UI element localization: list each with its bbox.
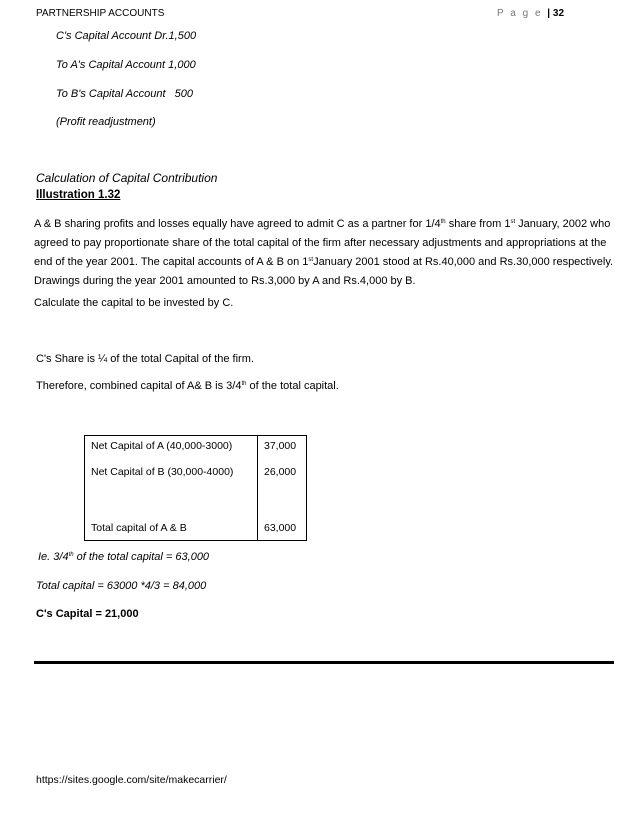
- statement-text: Ie. 3/4: [38, 551, 69, 563]
- superscript: st: [510, 219, 516, 225]
- journal-line: To B's Capital Account 500: [56, 88, 194, 100]
- row-value: 37,000: [264, 440, 297, 452]
- paragraph-text: share from 1: [445, 218, 511, 230]
- paragraph-text: January 2001 stood at Rs.40,000 and Rs.30,000 respectively. Drawings during the year 2001 amounted to Rs.3,000 by A and Rs.4,000 by B.: [34, 256, 614, 287]
- combined-capital-statement: [36, 380, 339, 392]
- page-number-block: [497, 8, 564, 19]
- paragraph-text: A & B sharing profits and losses equally have agreed to admit C as a partner for 1/4: [34, 218, 441, 230]
- table-row: [85, 436, 307, 541]
- statement-text: Therefore, combined capital of A& B is 3/4: [36, 380, 242, 392]
- table-label-cell: [85, 436, 258, 541]
- table-value-cell: [258, 436, 307, 541]
- row-value: 63,000: [264, 522, 297, 534]
- row-label: Net Capital of A (40,000-3000): [91, 440, 233, 452]
- journal-line: C's Capital Account Dr.1,500: [56, 30, 197, 42]
- spacer: [91, 492, 251, 522]
- share-statement: C's Share is ¼ of the total Capital of the firm.: [36, 353, 254, 365]
- journal-narration: (Profit readjustment): [56, 116, 156, 128]
- superscript: th: [68, 552, 74, 558]
- statement-text: of the total capital = 63,000: [73, 551, 210, 563]
- capital-table: [84, 435, 307, 541]
- row-label: Total capital of A & B: [91, 522, 187, 534]
- superscript: st: [308, 257, 314, 263]
- question-text: Calculate the capital to be invested by C.: [34, 297, 234, 309]
- page-number: 32: [552, 8, 565, 19]
- section-title: Calculation of Capital Contribution: [36, 171, 218, 185]
- superscript: th: [241, 381, 247, 387]
- journal-line: To A's Capital Account 1,000: [56, 59, 196, 71]
- page-label: P a g e: [497, 8, 543, 19]
- statement-text: of the total capital.: [246, 380, 339, 392]
- total-capital-statement: Total capital = 63000 *4/3 = 84,000: [36, 580, 207, 592]
- problem-paragraph: [34, 215, 620, 291]
- illustration-heading: Illustration 1.32: [36, 189, 121, 201]
- ie-statement: [38, 551, 209, 563]
- page-separator: |: [547, 8, 551, 19]
- footer-url[interactable]: https://sites.google.com/site/makecarrier/: [36, 774, 227, 786]
- row-label: Net Capital of B (30,000-4000): [91, 466, 234, 478]
- running-header-title: PARTNERSHIP ACCOUNTS: [36, 8, 165, 19]
- row-value: 26,000: [264, 466, 297, 478]
- c-capital-result: C's Capital = 21,000: [36, 608, 139, 620]
- paragraph-text: January, 2002 who agreed to pay proportionate share of the total capital of the firm after necessary adjustments and appropriations at the end of the year 2001. The capital accounts of A & B on 1: [34, 218, 611, 268]
- spacer: [264, 492, 300, 522]
- section-divider: [34, 661, 614, 664]
- superscript: th: [440, 219, 446, 225]
